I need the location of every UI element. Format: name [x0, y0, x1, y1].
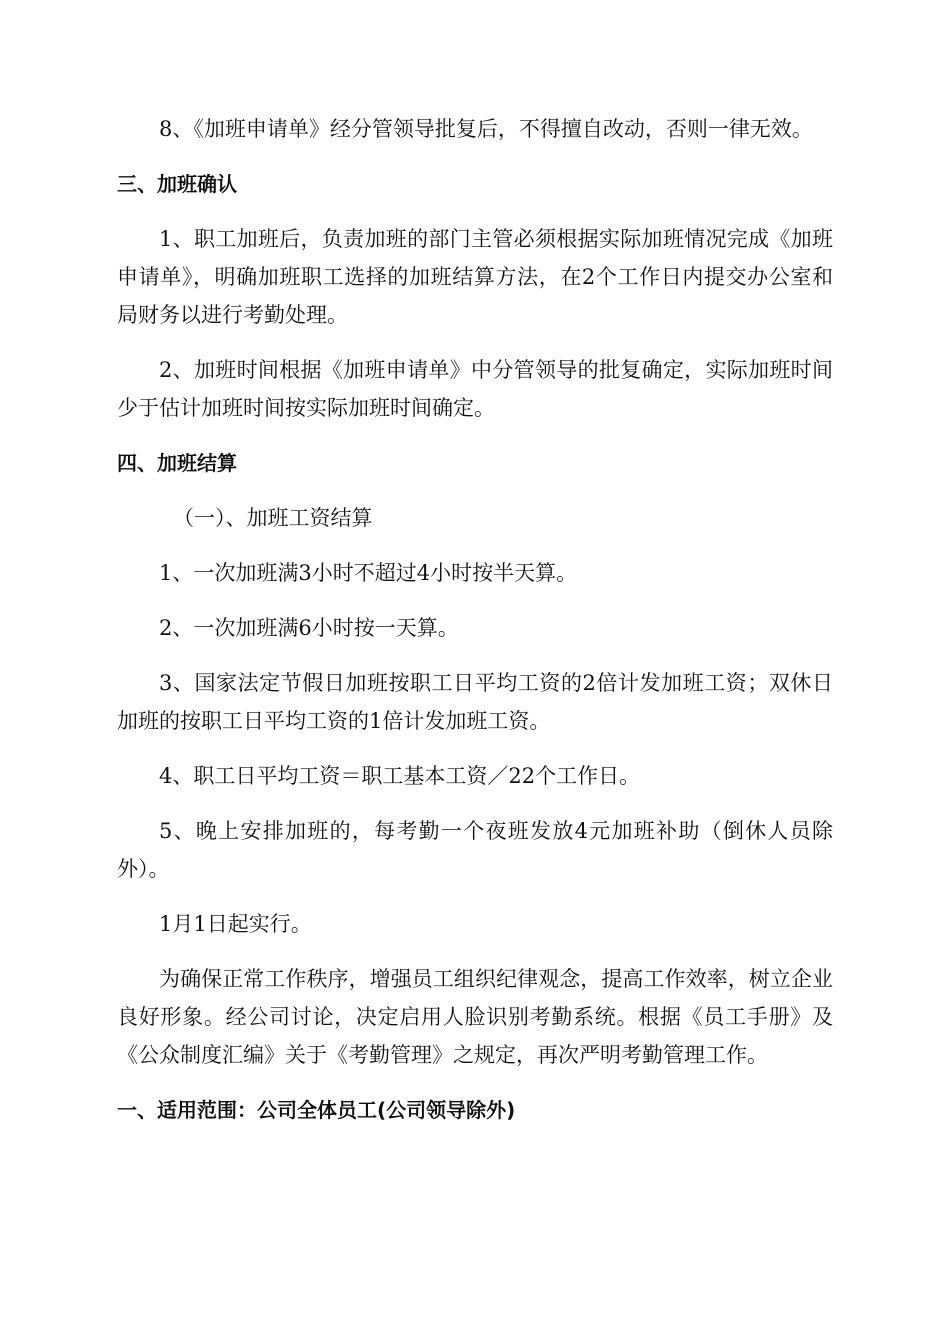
paragraph-settlement-1: 1、一次加班满3小时不超过4小时按半天算。: [159, 561, 578, 585]
paragraph-settlement-3: 3、国家法定节假日加班按职工日平均工资的2倍计发加班工资；双休日加班的按职工日平均工资的1倍计发加班工资。: [117, 671, 833, 733]
section-heading-overtime-confirmation: 三、加班确认: [117, 172, 237, 196]
paragraph-effective-date: 1月1日起实行。: [159, 912, 312, 936]
document-body: [117, 110, 833, 1146]
paragraph-settlement-4: 4、职工日平均工资＝职工基本工资／22个工作日。: [159, 764, 641, 788]
subheading-wage-settlement: （一）、加班工资结算: [173, 506, 373, 530]
paragraph-approval-no-change: 8、《加班申请单》经分管领导批复后，不得擅自改动，否则一律无效。: [159, 117, 813, 141]
section-heading-scope: 一、适用范围：公司全体员工(公司领导除外): [117, 1098, 516, 1122]
paragraph-settlement-5: 5、晚上安排加班的，每考勤一个夜班发放4元加班补助（倒休人员除外）。: [117, 819, 833, 881]
paragraph-confirmation-1: 1、职工加班后，负责加班的部门主管必须根据实际加班情况完成《加班申请单》，明确加班职工选择的加班结算方法，在2个工作日内提交办公室和局财务以进行考勤处理。: [117, 227, 833, 327]
paragraph-settlement-2: 2、一次加班满6小时按一天算。: [159, 616, 459, 640]
paragraph-attendance-intro: 为确保正常工作秩序，增强员工组织纪律观念，提高工作效率，树立企业良好形象。经公司讨论，决定启用人脸识别考勤系统。根据《员工手册》及《公众制度汇编》关于《考勤管理》之规定，再次严明考勤管理工作。: [117, 967, 833, 1067]
section-heading-overtime-settlement: 四、加班结算: [117, 451, 237, 475]
paragraph-confirmation-2: 2、加班时间根据《加班申请单》中分管领导的批复确定，实际加班时间少于估计加班时间按实际加班时间确定。: [117, 358, 833, 420]
